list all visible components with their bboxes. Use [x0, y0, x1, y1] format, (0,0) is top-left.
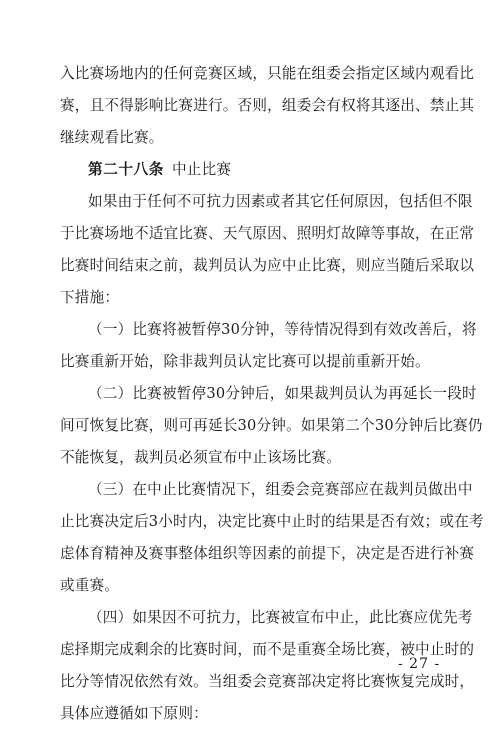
paragraph-line: （三）在中止比赛情况下，组委会竞赛部应在裁判员做出中	[88, 481, 473, 498]
paragraph-line: 或重赛。	[60, 577, 120, 594]
page-number: - 27 -	[398, 656, 441, 672]
paragraph-line: 间可恢复比赛，则可再延长30分钟。如果第二个30分钟后比赛仍	[60, 417, 483, 434]
paragraph-line: 比分等情况依然有效。当组委会竞赛部决定将比赛恢复完成时，	[60, 673, 475, 690]
article-number: 第二十八条	[88, 161, 164, 178]
paragraph-line: 具体应遵循如下原则：	[60, 705, 208, 722]
paragraph-line: 虑择期完成剩余的比赛时间，而不是重赛全场比赛，被中止时的	[60, 641, 475, 658]
paragraph-line: 如果由于任何不可抗力因素或者其它任何原因，包括但不限	[88, 193, 473, 210]
article-heading	[60, 154, 450, 186]
paragraph-line: 不能恢复，裁判员必须宣布中止该场比赛。	[60, 449, 342, 466]
paragraph-line: （四）如果因不可抗力，比赛被宣布中止，此比赛应优先考	[88, 609, 473, 626]
paragraph-line: 入比赛场地内的任何竞赛区域，只能在组委会指定区域内观看比	[60, 65, 475, 82]
article-title: 中止比赛	[171, 161, 232, 178]
paragraph-line: （一）比赛将被暂停30分钟，等待情况得到有效改善后，将	[88, 321, 477, 338]
paragraph-line: （二）比赛被暂停30分钟后，如果裁判员认为再延长一段时	[88, 385, 477, 402]
paragraph-line: 继续观看比赛。	[60, 129, 164, 146]
paragraph-line: 比赛重新开始，除非裁判员认定比赛可以提前重新开始。	[60, 353, 430, 370]
document-page	[60, 58, 484, 730]
paragraph-line: 比赛时间结束之前，裁判员认为应中止比赛，则应当随后采取以	[60, 257, 475, 274]
paragraph-line: 虑体育精神及赛事整体组织等因素的前提下，决定是否进行补赛	[60, 545, 475, 562]
paragraph-line: 止比赛决定后3小时内，决定比赛中止时的结果是否有效；或在考	[60, 513, 484, 530]
paragraph-line: 下措施：	[60, 289, 120, 306]
paragraph-line: 于比赛场地不适宜比赛、天气原因、照明灯故障等事故，在正常	[60, 225, 475, 242]
paragraph-line: 赛，且不得影响比赛进行。否则，组委会有权将其逐出、禁止其	[60, 97, 475, 114]
